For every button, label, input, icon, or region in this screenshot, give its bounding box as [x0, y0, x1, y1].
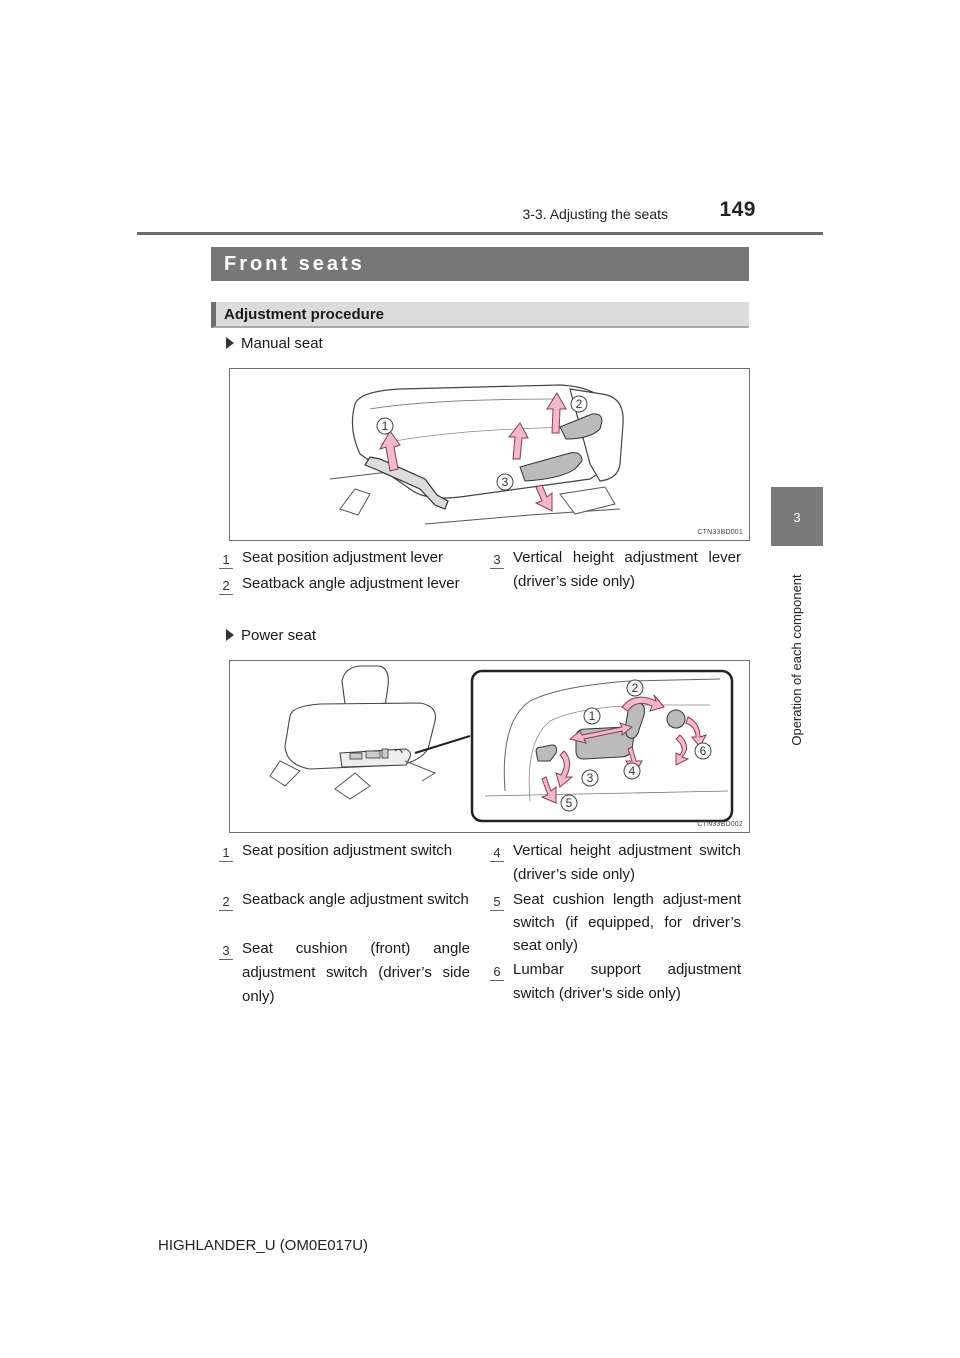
power-legend-text-5: Seat cushion length adjust-ment switch (if equipped, for driver’s seat only): [513, 891, 741, 954]
manual-legend-num-1: 1: [219, 551, 233, 569]
callout-5: 5: [565, 796, 573, 810]
header-section-label: 3-3. Adjusting the seats: [522, 206, 668, 222]
manual-legend-num-3: 3: [490, 551, 504, 569]
power-legend-num-4: 4: [490, 844, 504, 862]
chapter-tab-title: [782, 560, 812, 760]
callout-2: 2: [575, 397, 583, 411]
callout-4: 4: [628, 764, 636, 778]
callout-2: 2: [631, 681, 639, 695]
manual-seat-illustration: [230, 369, 750, 541]
manual-legend-text-2: Seatback angle adjustment lever: [242, 575, 460, 592]
power-legend-num-1: 1: [219, 844, 233, 862]
manual-legend-text-1: Seat position adjustment lever: [242, 549, 443, 566]
power-seat-figure: [229, 660, 750, 833]
power-legend-text-6: Lumbar support adjustment switch (driver’s side only): [513, 961, 741, 1002]
power-legend-num-6: 6: [490, 963, 504, 981]
power-seat-label: Power seat: [241, 627, 317, 644]
callout-6: 6: [699, 744, 707, 758]
callout-3: 3: [586, 771, 594, 785]
manual-legend-num-2: 2: [219, 577, 233, 595]
footer-model-code: HIGHLANDER_U (OM0E017U): [158, 1237, 369, 1254]
power-seat-bullet: [226, 627, 316, 644]
manual-legend-text-3: Vertical height adjustment lever (driver’s side only): [513, 549, 741, 590]
manual-seat-label: Manual seat: [241, 335, 323, 352]
power-legend-text-1: Seat position adjustment switch: [242, 842, 453, 859]
power-legend-num-5: 5: [490, 893, 504, 911]
header-rule: [137, 232, 823, 235]
manual-figure-code: CTN33BD001: [697, 529, 743, 536]
power-legend-text-3: Seat cushion (front) angle adjustment switch (driver’s side only): [242, 940, 470, 1005]
manual-seat-figure: [229, 368, 750, 541]
subsection-title: Adjustment procedure: [211, 302, 749, 328]
bullet-triangle-icon: [226, 337, 234, 349]
power-legend-num-2: 2: [219, 893, 233, 911]
page-number: 149: [719, 198, 756, 221]
callout-3: 3: [501, 475, 509, 489]
manual-seat-bullet: [226, 335, 323, 352]
chapter-tab-number: 3: [771, 487, 823, 546]
power-legend-text-4: Vertical height adjustment switch (driver’s side only): [513, 842, 741, 883]
power-seat-illustration: [230, 661, 750, 833]
callout-1: 1: [381, 419, 389, 433]
chapter-tab-title-text: Operation of each component: [789, 574, 804, 746]
callout-1: 1: [588, 709, 596, 723]
power-legend-text-2: Seatback angle adjustment switch: [242, 891, 469, 908]
section-title: Front seats: [211, 247, 749, 281]
power-legend-num-3: 3: [219, 942, 233, 960]
bullet-triangle-icon: [226, 629, 234, 641]
power-figure-code: CTN33BD002: [697, 821, 743, 828]
